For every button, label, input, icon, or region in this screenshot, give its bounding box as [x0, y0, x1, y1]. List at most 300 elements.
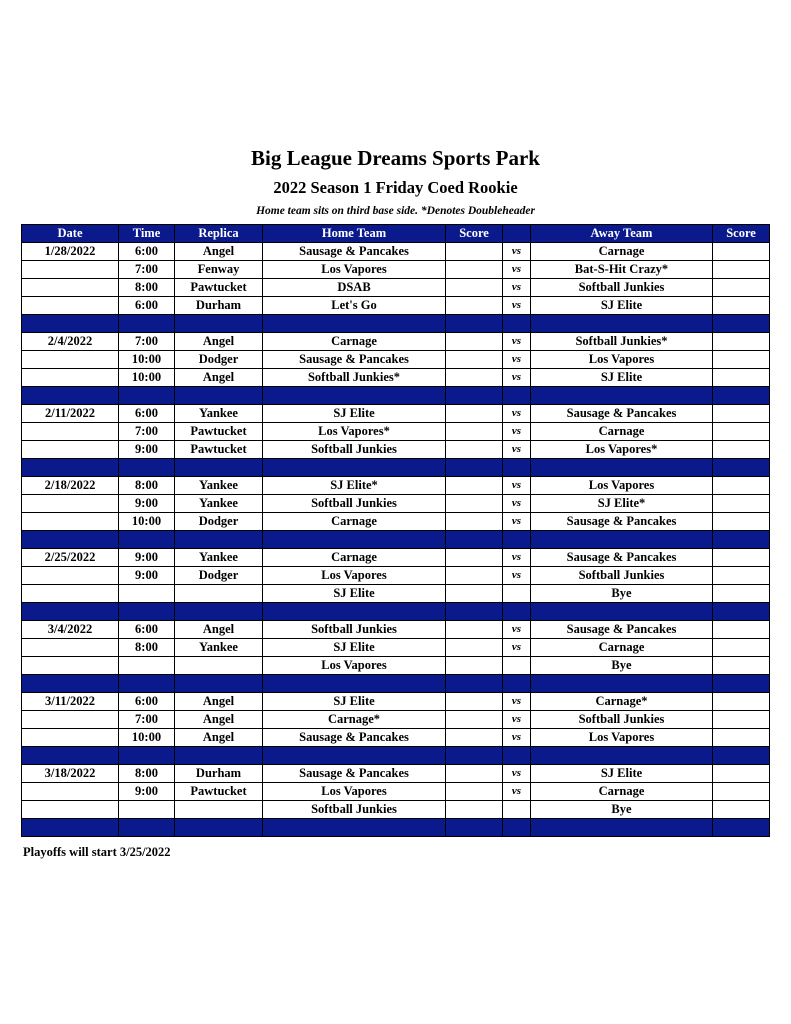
separator-cell [263, 675, 446, 693]
separator-cell [119, 459, 175, 477]
home-score-cell [446, 513, 503, 531]
date-cell [22, 513, 119, 531]
away-score-cell [713, 693, 770, 711]
separator-cell [119, 747, 175, 765]
date-cell [22, 657, 119, 675]
away-team-cell: Bye [531, 657, 713, 675]
away-score-cell [713, 585, 770, 603]
separator-cell [263, 387, 446, 405]
separator-cell [119, 675, 175, 693]
separator-cell [446, 315, 503, 333]
separator-cell [503, 747, 531, 765]
date-cell [22, 585, 119, 603]
replica-cell: Pawtucket [175, 279, 263, 297]
home-score-cell [446, 657, 503, 675]
date-cell [22, 801, 119, 819]
vs-cell: vs [503, 243, 531, 261]
table-row [22, 369, 770, 387]
column-header-home-score: Score [446, 225, 503, 243]
home-team-cell: DSAB [263, 279, 446, 297]
week-separator-row [22, 387, 770, 405]
column-header-time: Time [119, 225, 175, 243]
away-team-cell: Carnage [531, 423, 713, 441]
away-score-cell [713, 243, 770, 261]
separator-cell [503, 315, 531, 333]
replica-cell: Yankee [175, 477, 263, 495]
separator-cell [175, 459, 263, 477]
away-team-cell: Carnage [531, 243, 713, 261]
page-note: Home team sits on third base side. *Denotes Doubleheader [256, 205, 535, 217]
replica-cell: Yankee [175, 495, 263, 513]
away-team-cell: Los Vapores [531, 351, 713, 369]
home-team-cell: Los Vapores [263, 657, 446, 675]
separator-cell [713, 747, 770, 765]
vs-cell: vs [503, 729, 531, 747]
table-row [22, 351, 770, 369]
vs-cell [503, 801, 531, 819]
week-separator-row [22, 747, 770, 765]
time-cell: 9:00 [119, 567, 175, 585]
week-separator-row [22, 459, 770, 477]
home-team-cell: Softball Junkies [263, 495, 446, 513]
home-score-cell [446, 333, 503, 351]
table-row [22, 279, 770, 297]
away-score-cell [713, 351, 770, 369]
away-team-cell: Sausage & Pancakes [531, 513, 713, 531]
week-separator-row [22, 531, 770, 549]
home-score-cell [446, 495, 503, 513]
table-row [22, 477, 770, 495]
vs-cell: vs [503, 765, 531, 783]
away-team-cell: Softball Junkies [531, 711, 713, 729]
home-team-cell: SJ Elite [263, 405, 446, 423]
home-team-cell: Sausage & Pancakes [263, 243, 446, 261]
replica-cell: Angel [175, 243, 263, 261]
date-cell: 1/28/2022 [22, 243, 119, 261]
week-separator-row [22, 819, 770, 837]
time-cell: 9:00 [119, 441, 175, 459]
table-row [22, 495, 770, 513]
date-cell [22, 441, 119, 459]
separator-cell [531, 603, 713, 621]
home-score-cell [446, 801, 503, 819]
home-team-cell: SJ Elite* [263, 477, 446, 495]
vs-cell [503, 585, 531, 603]
separator-cell [531, 315, 713, 333]
table-row [22, 297, 770, 315]
home-team-cell: Sausage & Pancakes [263, 765, 446, 783]
vs-cell: vs [503, 711, 531, 729]
table-row [22, 729, 770, 747]
home-score-cell [446, 639, 503, 657]
home-score-cell [446, 243, 503, 261]
home-score-cell [446, 477, 503, 495]
away-team-cell: Softball Junkies* [531, 333, 713, 351]
vs-cell [503, 657, 531, 675]
vs-cell: vs [503, 639, 531, 657]
vs-cell: vs [503, 495, 531, 513]
playoffs-note: Playoffs will start 3/25/2022 [23, 845, 171, 859]
date-cell [22, 351, 119, 369]
away-team-cell: Carnage* [531, 693, 713, 711]
separator-cell [119, 603, 175, 621]
away-score-cell [713, 279, 770, 297]
home-team-cell: Carnage [263, 333, 446, 351]
replica-cell: Durham [175, 765, 263, 783]
home-team-cell: SJ Elite [263, 585, 446, 603]
date-cell [22, 783, 119, 801]
vs-cell: vs [503, 441, 531, 459]
separator-cell [263, 819, 446, 837]
date-cell: 2/11/2022 [22, 405, 119, 423]
separator-cell [713, 315, 770, 333]
table-row [22, 441, 770, 459]
separator-cell [503, 531, 531, 549]
vs-cell: vs [503, 513, 531, 531]
time-cell: 8:00 [119, 279, 175, 297]
separator-cell [531, 531, 713, 549]
time-cell: 7:00 [119, 333, 175, 351]
column-header-away-score: Score [713, 225, 770, 243]
home-score-cell [446, 369, 503, 387]
page-title: Big League Dreams Sports Park [251, 146, 540, 170]
vs-cell: vs [503, 621, 531, 639]
table-row [22, 261, 770, 279]
vs-cell: vs [503, 333, 531, 351]
away-score-cell [713, 549, 770, 567]
time-cell: 7:00 [119, 423, 175, 441]
time-cell: 10:00 [119, 729, 175, 747]
table-row [22, 765, 770, 783]
time-cell [119, 657, 175, 675]
table-row [22, 657, 770, 675]
column-header-home-team: Home Team [263, 225, 446, 243]
away-team-cell: Sausage & Pancakes [531, 405, 713, 423]
home-score-cell [446, 621, 503, 639]
date-cell [22, 567, 119, 585]
time-cell: 8:00 [119, 765, 175, 783]
home-team-cell: Softball Junkies* [263, 369, 446, 387]
table-header-row [22, 225, 770, 243]
separator-cell [22, 315, 119, 333]
home-score-cell [446, 585, 503, 603]
away-score-cell [713, 729, 770, 747]
time-cell: 10:00 [119, 513, 175, 531]
separator-cell [22, 675, 119, 693]
home-team-cell: Sausage & Pancakes [263, 729, 446, 747]
separator-cell [175, 747, 263, 765]
vs-cell: vs [503, 261, 531, 279]
away-team-cell: Los Vapores [531, 729, 713, 747]
away-score-cell [713, 801, 770, 819]
home-team-cell: Los Vapores [263, 783, 446, 801]
away-score-cell [713, 513, 770, 531]
replica-cell: Pawtucket [175, 783, 263, 801]
separator-cell [531, 747, 713, 765]
home-team-cell: Carnage [263, 549, 446, 567]
home-team-cell: Softball Junkies [263, 621, 446, 639]
separator-cell [22, 747, 119, 765]
column-header-date: Date [22, 225, 119, 243]
table-row [22, 333, 770, 351]
home-score-cell [446, 783, 503, 801]
date-cell [22, 495, 119, 513]
separator-cell [713, 459, 770, 477]
separator-cell [175, 387, 263, 405]
separator-cell [119, 819, 175, 837]
separator-cell [531, 387, 713, 405]
vs-cell: vs [503, 783, 531, 801]
home-team-cell: Sausage & Pancakes [263, 351, 446, 369]
separator-cell [263, 747, 446, 765]
table-row [22, 693, 770, 711]
away-score-cell [713, 765, 770, 783]
home-team-cell: Carnage [263, 513, 446, 531]
table-row [22, 513, 770, 531]
time-cell: 8:00 [119, 639, 175, 657]
date-cell [22, 423, 119, 441]
home-team-cell: Los Vapores [263, 261, 446, 279]
date-cell [22, 369, 119, 387]
column-header-away-team: Away Team [531, 225, 713, 243]
home-team-cell: Softball Junkies [263, 801, 446, 819]
home-team-cell: Los Vapores [263, 567, 446, 585]
replica-cell: Dodger [175, 513, 263, 531]
replica-cell [175, 657, 263, 675]
away-score-cell [713, 297, 770, 315]
home-score-cell [446, 693, 503, 711]
column-header-replica: Replica [175, 225, 263, 243]
vs-cell: vs [503, 549, 531, 567]
away-score-cell [713, 657, 770, 675]
date-cell: 2/25/2022 [22, 549, 119, 567]
home-score-cell [446, 405, 503, 423]
separator-cell [503, 603, 531, 621]
time-cell: 7:00 [119, 711, 175, 729]
away-team-cell: Softball Junkies [531, 567, 713, 585]
separator-cell [446, 459, 503, 477]
away-team-cell: Los Vapores* [531, 441, 713, 459]
away-team-cell: Bye [531, 801, 713, 819]
away-team-cell: SJ Elite* [531, 495, 713, 513]
home-score-cell [446, 297, 503, 315]
schedule-body [22, 243, 770, 837]
separator-cell [263, 459, 446, 477]
date-cell: 2/18/2022 [22, 477, 119, 495]
separator-cell [175, 819, 263, 837]
home-score-cell [446, 729, 503, 747]
date-cell: 3/18/2022 [22, 765, 119, 783]
vs-cell: vs [503, 567, 531, 585]
replica-cell: Pawtucket [175, 423, 263, 441]
time-cell: 9:00 [119, 549, 175, 567]
separator-cell [713, 387, 770, 405]
vs-cell: vs [503, 405, 531, 423]
separator-cell [119, 387, 175, 405]
replica-cell: Angel [175, 729, 263, 747]
table-row [22, 783, 770, 801]
separator-cell [263, 603, 446, 621]
separator-cell [446, 603, 503, 621]
separator-cell [531, 459, 713, 477]
table-row [22, 567, 770, 585]
separator-cell [531, 819, 713, 837]
date-cell [22, 729, 119, 747]
table-row [22, 801, 770, 819]
separator-cell [531, 675, 713, 693]
week-separator-row [22, 675, 770, 693]
week-separator-row [22, 603, 770, 621]
date-cell [22, 639, 119, 657]
date-cell [22, 279, 119, 297]
away-score-cell [713, 639, 770, 657]
replica-cell: Angel [175, 693, 263, 711]
date-cell: 2/4/2022 [22, 333, 119, 351]
away-team-cell: Bat-S-Hit Crazy* [531, 261, 713, 279]
separator-cell [446, 531, 503, 549]
time-cell: 9:00 [119, 783, 175, 801]
vs-cell: vs [503, 351, 531, 369]
time-cell: 6:00 [119, 405, 175, 423]
away-score-cell [713, 333, 770, 351]
away-team-cell: Softball Junkies [531, 279, 713, 297]
time-cell: 6:00 [119, 693, 175, 711]
table-row [22, 423, 770, 441]
column-header-vs [503, 225, 531, 243]
time-cell: 6:00 [119, 297, 175, 315]
replica-cell: Dodger [175, 351, 263, 369]
replica-cell: Angel [175, 621, 263, 639]
vs-cell: vs [503, 297, 531, 315]
separator-cell [446, 675, 503, 693]
separator-cell [263, 315, 446, 333]
home-score-cell [446, 423, 503, 441]
replica-cell: Yankee [175, 549, 263, 567]
separator-cell [22, 459, 119, 477]
separator-cell [119, 315, 175, 333]
date-cell [22, 261, 119, 279]
replica-cell: Dodger [175, 567, 263, 585]
home-score-cell [446, 567, 503, 585]
replica-cell: Angel [175, 333, 263, 351]
table-row [22, 585, 770, 603]
separator-cell [175, 531, 263, 549]
separator-cell [503, 459, 531, 477]
separator-cell [119, 531, 175, 549]
home-score-cell [446, 279, 503, 297]
separator-cell [713, 531, 770, 549]
time-cell: 8:00 [119, 477, 175, 495]
away-team-cell: SJ Elite [531, 765, 713, 783]
table-row [22, 621, 770, 639]
time-cell: 10:00 [119, 351, 175, 369]
away-team-cell: Bye [531, 585, 713, 603]
schedule-table [21, 224, 770, 837]
vs-cell: vs [503, 477, 531, 495]
time-cell [119, 585, 175, 603]
date-cell: 3/11/2022 [22, 693, 119, 711]
home-team-cell: Los Vapores* [263, 423, 446, 441]
time-cell: 6:00 [119, 621, 175, 639]
separator-cell [22, 603, 119, 621]
time-cell: 10:00 [119, 369, 175, 387]
separator-cell [446, 747, 503, 765]
replica-cell: Angel [175, 711, 263, 729]
home-score-cell [446, 765, 503, 783]
away-score-cell [713, 783, 770, 801]
away-team-cell: SJ Elite [531, 297, 713, 315]
page-subtitle: 2022 Season 1 Friday Coed Rookie [273, 178, 518, 197]
away-team-cell: Sausage & Pancakes [531, 621, 713, 639]
home-score-cell [446, 261, 503, 279]
away-team-cell: SJ Elite [531, 369, 713, 387]
separator-cell [503, 675, 531, 693]
time-cell [119, 801, 175, 819]
separator-cell [22, 387, 119, 405]
table-row [22, 405, 770, 423]
away-team-cell: Carnage [531, 639, 713, 657]
vs-cell: vs [503, 423, 531, 441]
vs-cell: vs [503, 693, 531, 711]
away-team-cell: Los Vapores [531, 477, 713, 495]
replica-cell [175, 585, 263, 603]
home-score-cell [446, 711, 503, 729]
table-row [22, 243, 770, 261]
table-row [22, 549, 770, 567]
away-score-cell [713, 369, 770, 387]
home-team-cell: SJ Elite [263, 639, 446, 657]
replica-cell: Fenway [175, 261, 263, 279]
vs-cell: vs [503, 279, 531, 297]
separator-cell [22, 531, 119, 549]
away-score-cell [713, 423, 770, 441]
table-row [22, 639, 770, 657]
date-cell [22, 711, 119, 729]
replica-cell: Yankee [175, 405, 263, 423]
date-cell: 3/4/2022 [22, 621, 119, 639]
replica-cell [175, 801, 263, 819]
separator-cell [446, 819, 503, 837]
home-score-cell [446, 549, 503, 567]
home-team-cell: Softball Junkies [263, 441, 446, 459]
separator-cell [713, 675, 770, 693]
vs-cell: vs [503, 369, 531, 387]
time-cell: 7:00 [119, 261, 175, 279]
home-team-cell: SJ Elite [263, 693, 446, 711]
time-cell: 9:00 [119, 495, 175, 513]
away-score-cell [713, 261, 770, 279]
home-team-cell: Carnage* [263, 711, 446, 729]
away-score-cell [713, 495, 770, 513]
replica-cell: Durham [175, 297, 263, 315]
away-score-cell [713, 405, 770, 423]
separator-cell [446, 387, 503, 405]
separator-cell [175, 603, 263, 621]
separator-cell [713, 603, 770, 621]
week-separator-row [22, 315, 770, 333]
separator-cell [22, 819, 119, 837]
away-score-cell [713, 711, 770, 729]
away-score-cell [713, 477, 770, 495]
separator-cell [503, 819, 531, 837]
separator-cell [175, 315, 263, 333]
home-score-cell [446, 351, 503, 369]
away-team-cell: Carnage [531, 783, 713, 801]
table-row [22, 711, 770, 729]
separator-cell [713, 819, 770, 837]
date-cell [22, 297, 119, 315]
separator-cell [263, 531, 446, 549]
